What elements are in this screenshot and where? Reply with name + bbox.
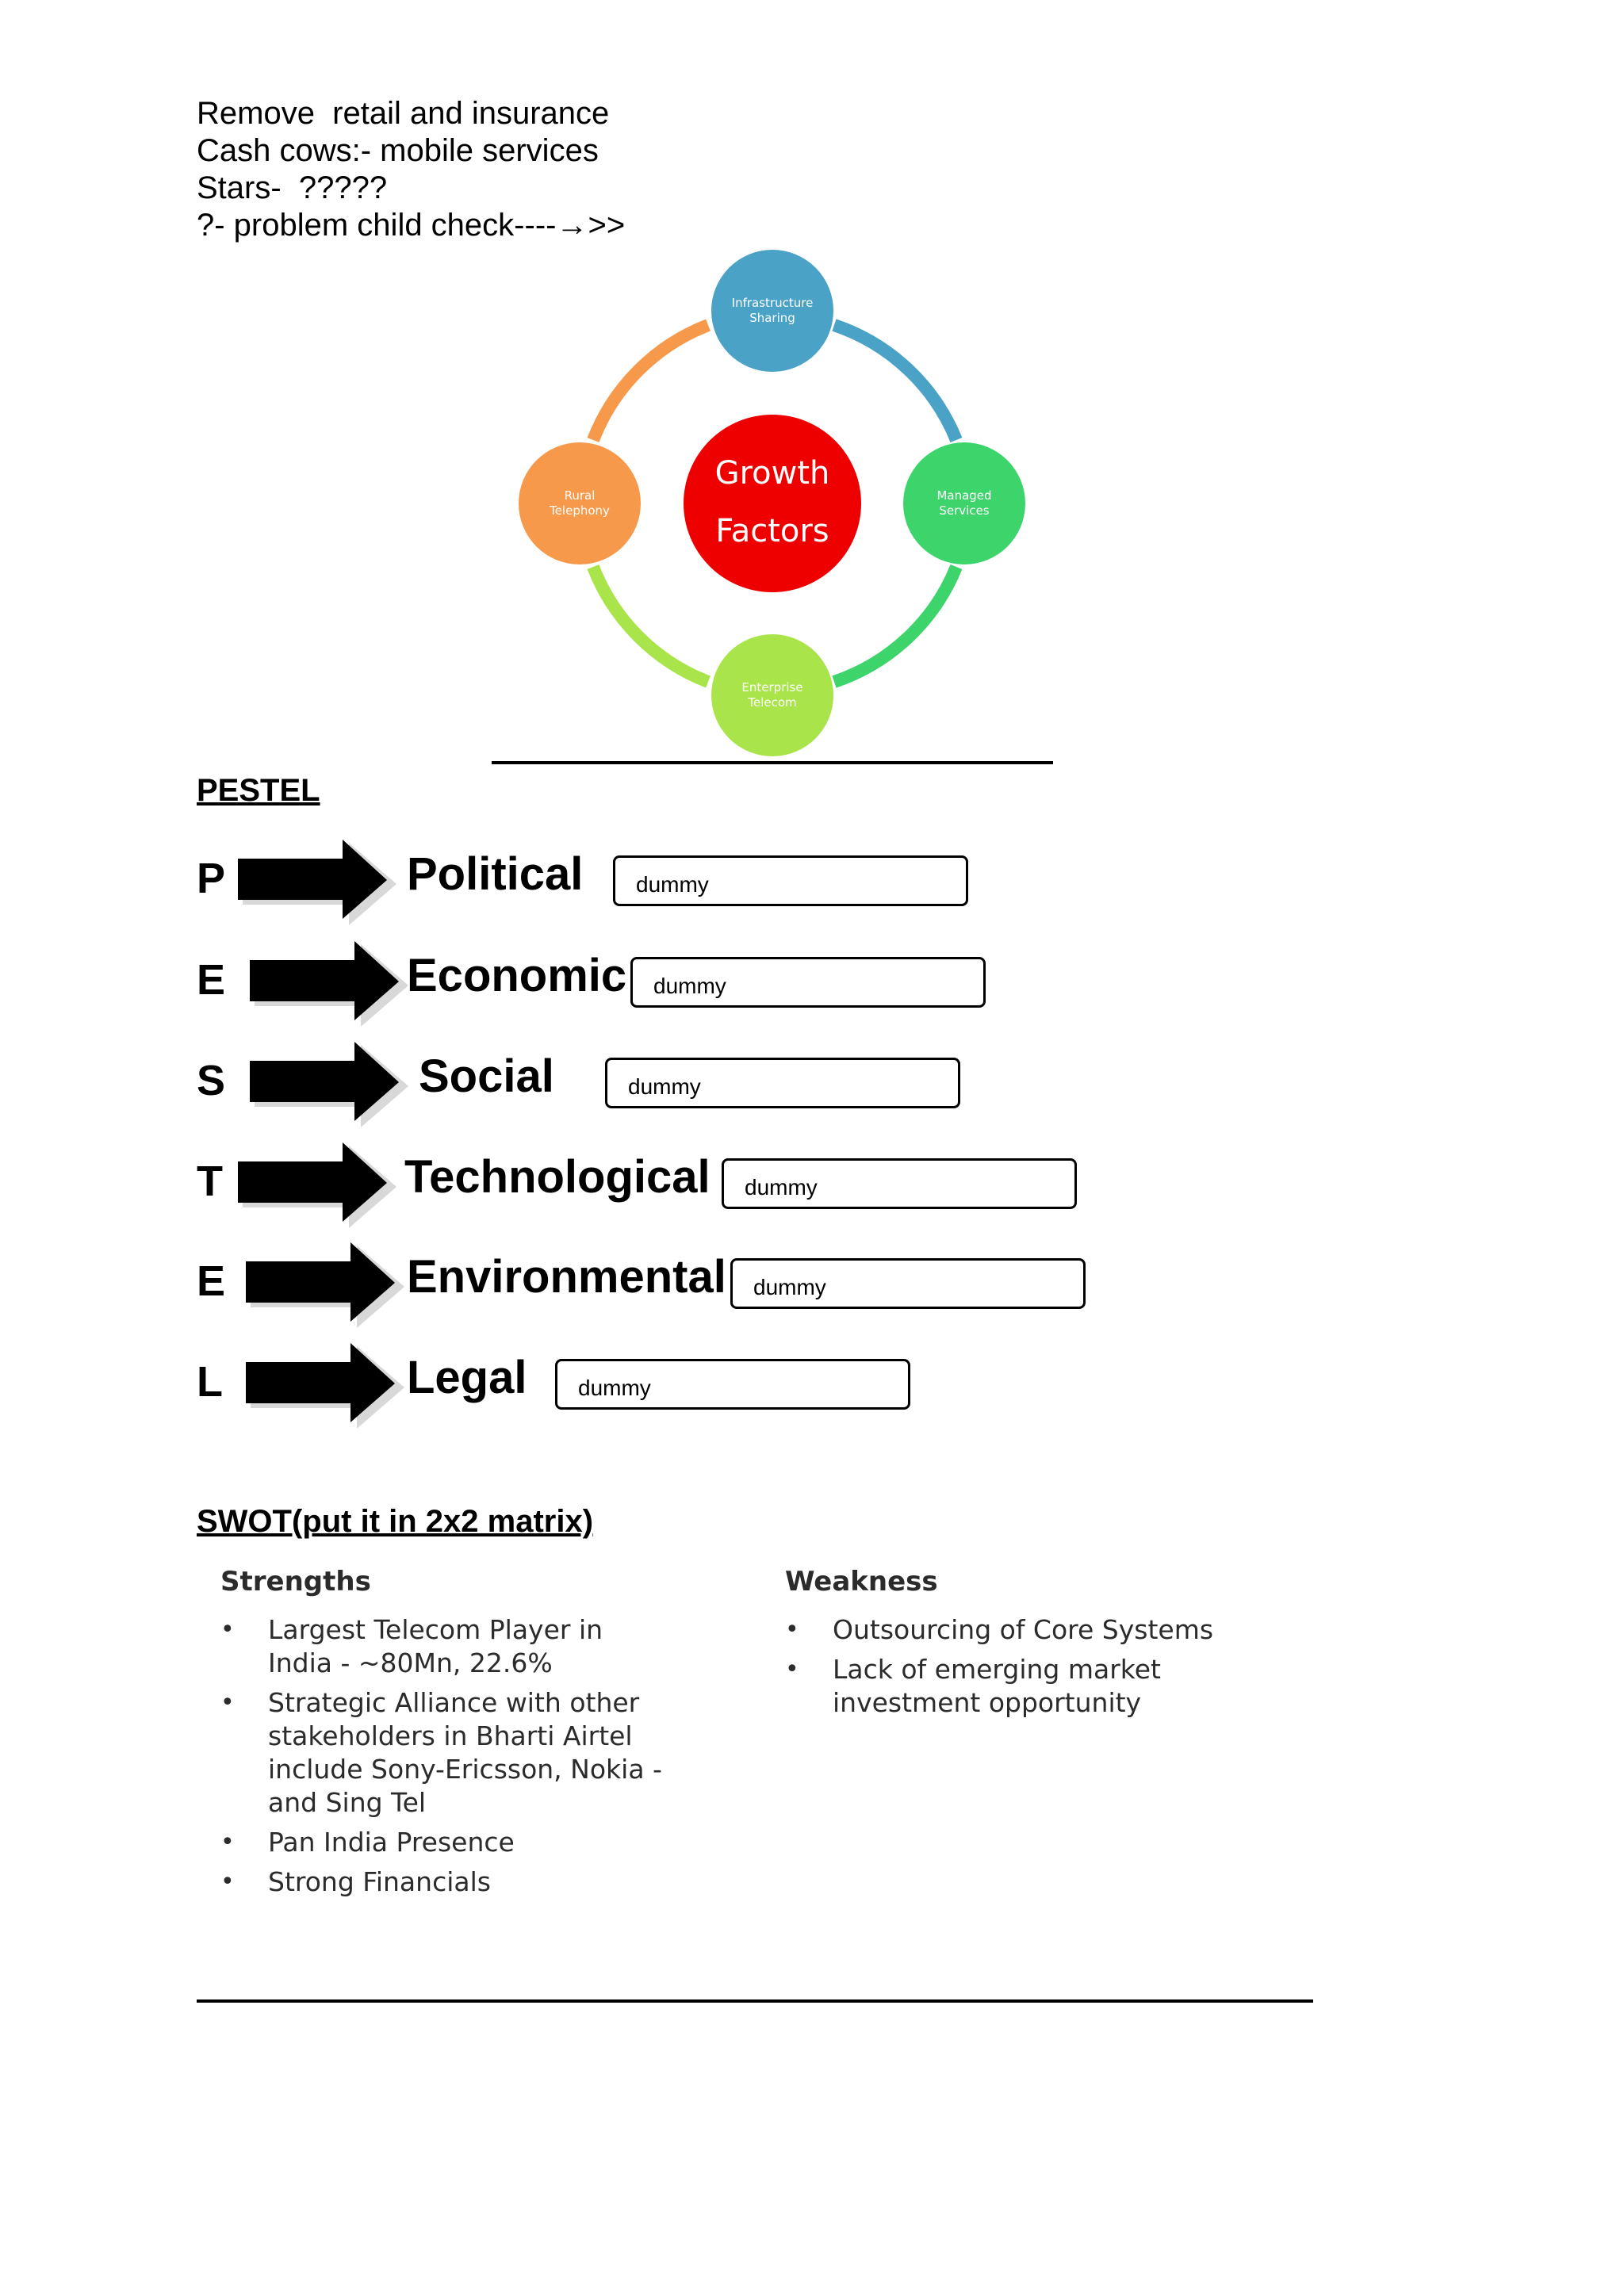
swot-heading: SWOT(put it in 2x2 matrix) <box>197 1504 594 1539</box>
pestel-letter: S <box>197 1057 226 1104</box>
pestel-row-social <box>0 1039 1624 1134</box>
divider-top <box>492 761 1053 764</box>
pestel-input-technological[interactable]: dummy <box>722 1158 1077 1209</box>
growth-factors-center <box>684 415 861 592</box>
pestel-input-legal[interactable]: dummy <box>555 1359 910 1410</box>
bullet-icon: • <box>220 1689 235 1716</box>
list-item: • Largest Telecom Player in India - ~80Mn, 22.6% <box>220 1614 603 1678</box>
arc-enterprise-rural <box>593 567 708 682</box>
divider-bottom <box>197 1999 1313 2003</box>
pestel-word: Economic <box>407 950 627 1001</box>
node-managed-line1: Managed <box>936 488 992 503</box>
pestel-row-political <box>0 836 1624 932</box>
list-item: • Pan India Presence <box>220 1827 515 1858</box>
node-managed-line2: Services <box>939 503 990 518</box>
pestel-row-technological <box>0 1139 1624 1234</box>
pestel-letter: T <box>197 1158 223 1205</box>
note-line-2: Cash cows:- mobile services <box>197 133 599 168</box>
arrow-right-icon <box>246 1239 412 1334</box>
pestel-input-economic[interactable]: dummy <box>630 957 986 1008</box>
arrow-right-icon <box>238 836 404 932</box>
arc-infrastructure-managed <box>834 325 956 440</box>
bullet-icon: • <box>785 1616 799 1644</box>
pestel-input-social[interactable]: dummy <box>605 1058 960 1108</box>
growth-center-line2: Factors <box>715 513 829 549</box>
strengths-title: Strengths <box>220 1566 371 1598</box>
arrow-right-icon <box>246 1340 412 1435</box>
pestel-word: Technological <box>404 1151 710 1203</box>
node-enterprise-line1: Enterprise <box>741 680 803 695</box>
list-item: • Strategic Alliance with other stakeholders in Bharti Airtel include Sony-Ericsson, Nokia - and Sing Tel <box>220 1687 662 1818</box>
note-line-1: Remove retail and insurance <box>197 96 610 131</box>
growth-factors-diagram <box>476 238 1388 785</box>
pestel-heading: PESTEL <box>197 773 320 808</box>
bullet-icon: • <box>220 1616 235 1644</box>
pestel-word: Political <box>407 848 584 900</box>
list-item: • Lack of emerging market investment opportunity <box>785 1654 1161 1718</box>
swot-strengths <box>197 1566 720 1905</box>
node-infrastructure-line1: Infrastructure <box>731 296 814 310</box>
list-item: • Strong Financials <box>220 1866 491 1897</box>
pestel-word: Social <box>419 1050 554 1102</box>
pestel-letter: E <box>197 1257 226 1305</box>
list-item: • Outsourcing of Core Systems <box>785 1614 1214 1645</box>
arrow-right-icon <box>250 938 416 1033</box>
pestel-row-environmental <box>0 1239 1624 1334</box>
bullet-icon: • <box>220 1828 235 1856</box>
pestel-letter: L <box>197 1358 223 1406</box>
arrow-right-icon <box>238 1139 404 1234</box>
pestel-word: Environmental <box>407 1251 726 1303</box>
node-rural-line2: Telephony <box>550 503 610 518</box>
pestel-word: Legal <box>407 1352 527 1403</box>
pestel-row-legal <box>0 1340 1624 1435</box>
arrow-right-icon <box>250 1039 416 1134</box>
swot-weakness <box>761 1566 1285 1726</box>
weakness-title: Weakness <box>785 1566 938 1598</box>
note-line-4: ?- problem child check----→>> <box>197 208 626 243</box>
arc-rural-infrastructure <box>593 325 708 440</box>
node-enterprise-line2: Telecom <box>748 695 797 710</box>
pestel-letter: E <box>197 956 226 1004</box>
growth-center-line1: Growth <box>714 455 830 492</box>
node-rural-line1: Rural <box>564 488 596 503</box>
bullet-icon: • <box>220 1868 235 1896</box>
bullet-icon: • <box>785 1655 799 1683</box>
pestel-input-political[interactable]: dummy <box>613 855 968 906</box>
pestel-input-environmental[interactable]: dummy <box>730 1258 1086 1309</box>
note-line-3: Stars- ????? <box>197 170 388 205</box>
pestel-letter: P <box>197 855 226 902</box>
pestel-row-economic <box>0 938 1624 1033</box>
node-infrastructure-line2: Sharing <box>749 311 795 325</box>
arc-managed-enterprise <box>834 567 956 682</box>
